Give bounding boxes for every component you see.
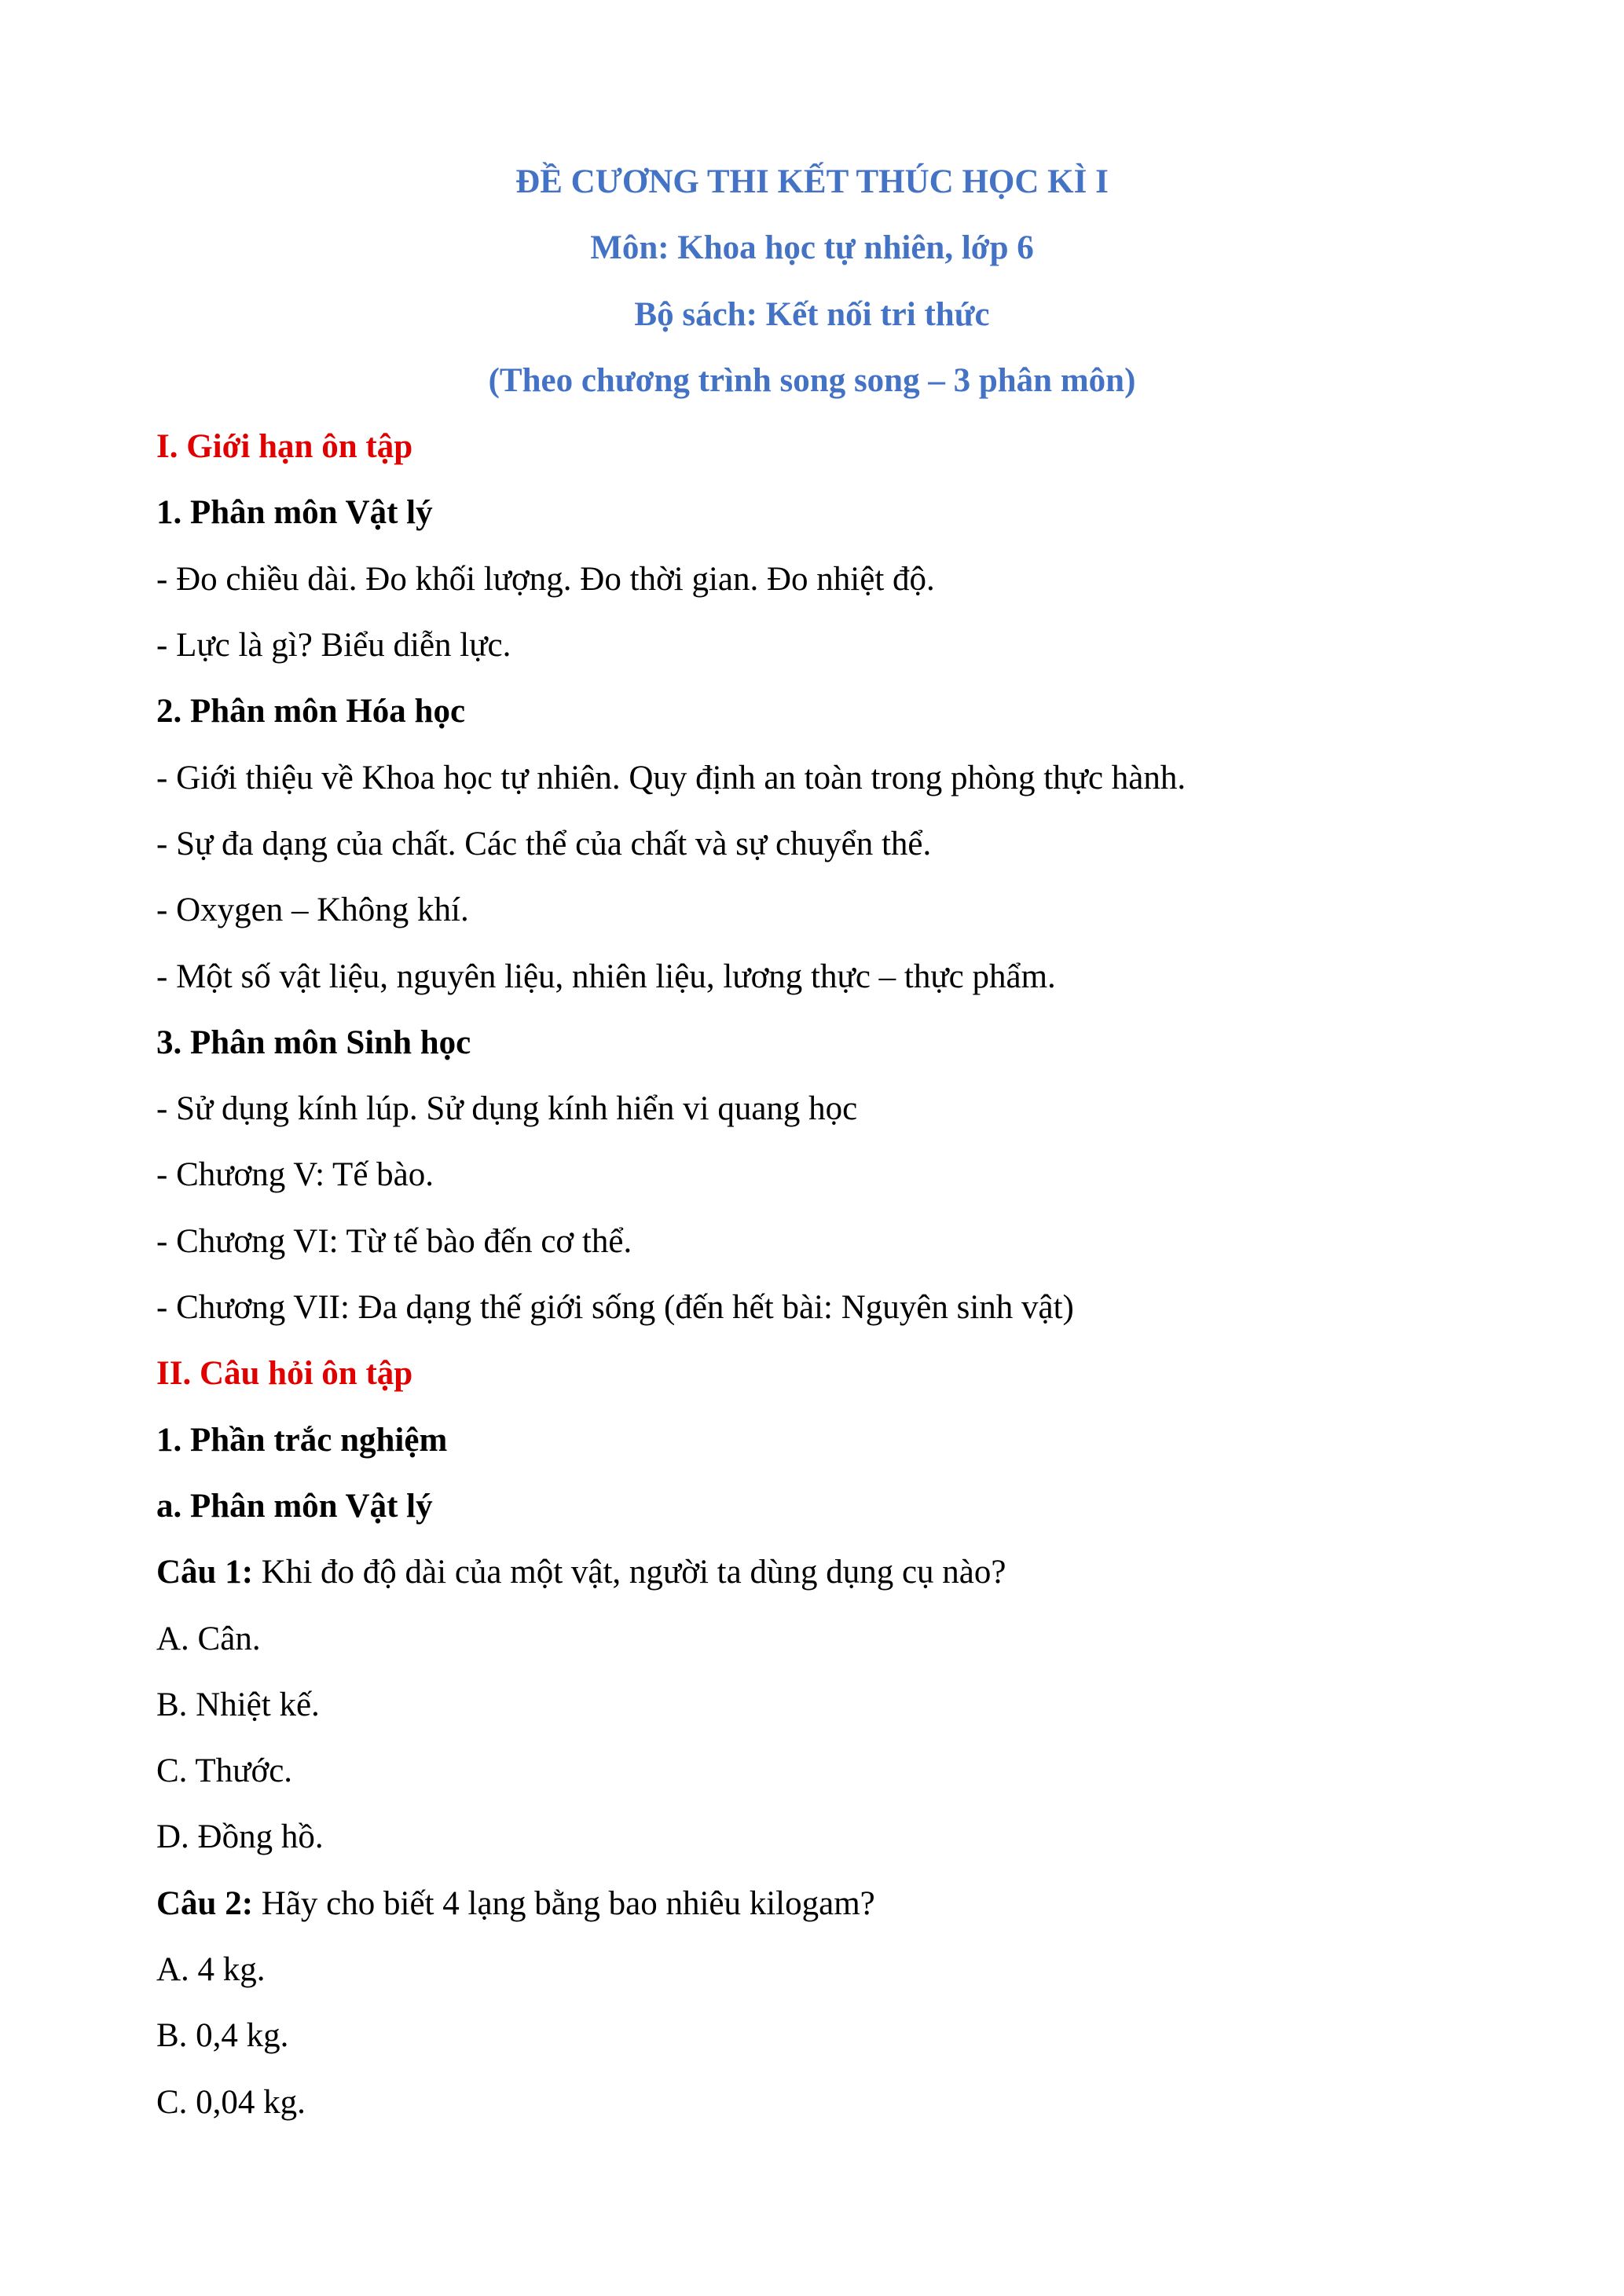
list-item: - Sử dụng kính lúp. Sử dụng kính hiển vi quang học	[156, 1090, 858, 1128]
list-item: - Một số vật liệu, nguyên liệu, nhiên liệu, lương thực – thực phẩm.	[156, 958, 1056, 995]
question-text: Hãy cho biết 4 lạng bằng bao nhiêu kilogam?	[253, 1884, 875, 1922]
program-line: (Theo chương trình song song – 3 phân môn)	[488, 361, 1136, 399]
list-item: - Chương VII: Đa dạng thế giới sống (đến hết bài: Nguyên sinh vật)	[156, 1289, 1074, 1327]
answer-option: C. Thước.	[156, 1752, 293, 1790]
multiple-choice-heading: 1. Phần trắc nghiệm	[156, 1421, 448, 1459]
physics-subheading: a. Phân môn Vật lý	[156, 1487, 433, 1525]
question-1	[156, 1540, 1468, 1606]
answer-option: B. Nhiệt kế.	[156, 1686, 320, 1723]
list-item: - Sự đa dạng của chất. Các thể của chất và sự chuyển thể.	[156, 825, 932, 862]
question-label: Câu 2:	[156, 1884, 254, 1922]
document-title: ĐỀ CƯƠNG THI KẾT THÚC HỌC KÌ I	[515, 163, 1109, 200]
list-item: - Oxygen – Không khí.	[156, 892, 469, 929]
answer-option: A. Cân.	[156, 1620, 261, 1657]
list-item: - Chương V: Tế bào.	[156, 1156, 434, 1194]
section-heading-review-questions: II. Câu hỏi ôn tập	[156, 1355, 413, 1393]
question-label: Câu 1:	[156, 1554, 254, 1591]
physics-heading: 1. Phân môn Vật lý	[156, 494, 433, 532]
answer-option: B. 0,4 kg.	[156, 2017, 289, 2055]
biology-heading: 3. Phân môn Sinh học	[156, 1023, 471, 1061]
list-item: - Đo chiều dài. Đo khối lượng. Đo thời gian. Đo nhiệt độ.	[156, 560, 935, 598]
chemistry-heading: 2. Phân môn Hóa học	[156, 693, 466, 731]
book-line: Bộ sách: Kết nối tri thức	[634, 295, 990, 333]
answer-option: A. 4 kg.	[156, 1951, 266, 1989]
subject-line: Môn: Khoa học tự nhiên, lớp 6	[590, 229, 1034, 267]
section-heading-review-scope: I. Giới hạn ôn tập	[156, 428, 413, 466]
list-item: - Lực là gì? Biểu diễn lực.	[156, 627, 511, 665]
list-item: - Chương VI: Từ tế bào đến cơ thể.	[156, 1222, 632, 1260]
question-text: Khi đo độ dài của một vật, người ta dùng dụng cụ nào?	[253, 1554, 1006, 1591]
question-2	[156, 1871, 1468, 1937]
answer-option: C. 0,04 kg.	[156, 2083, 306, 2121]
answer-option: D. Đồng hồ.	[156, 1818, 324, 1856]
list-item: - Giới thiệu về Khoa học tự nhiên. Quy định an toàn trong phòng thực hành.	[156, 759, 1186, 796]
